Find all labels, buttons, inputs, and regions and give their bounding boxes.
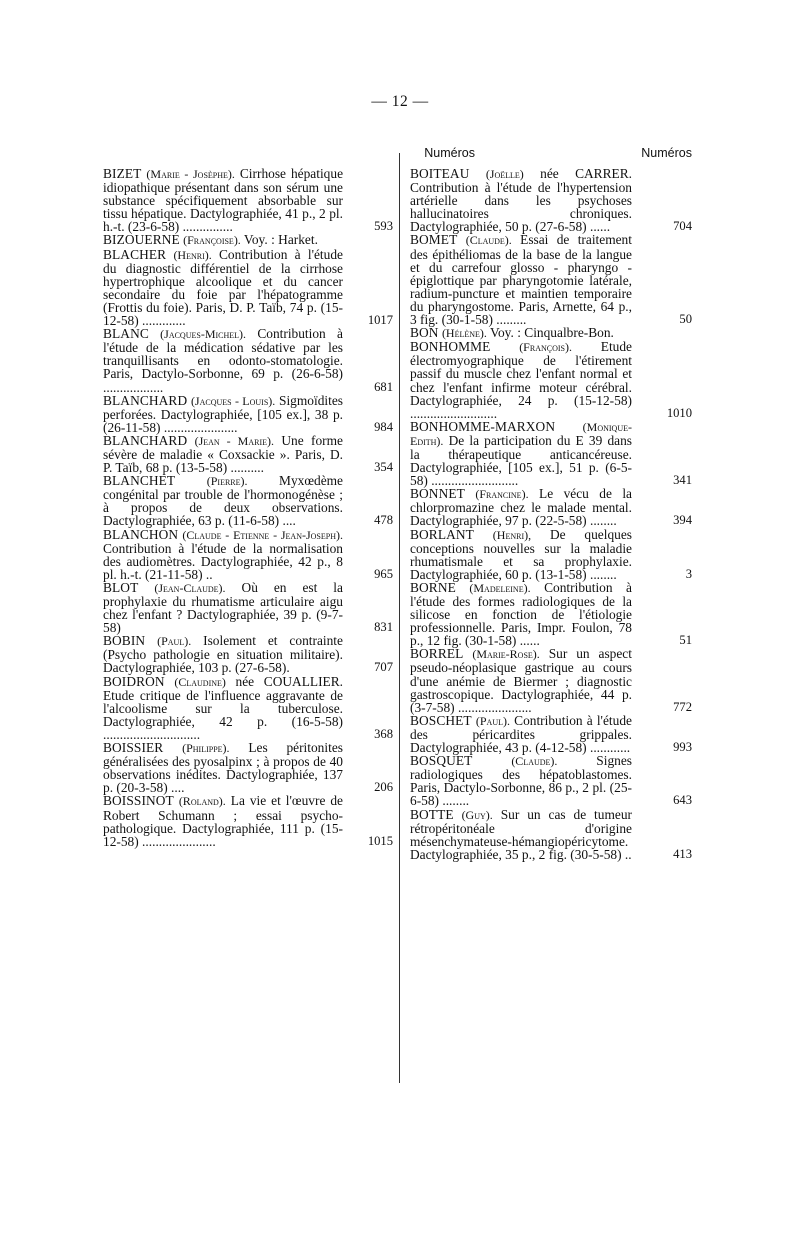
entry-given-name: (Hélène). <box>441 326 487 341</box>
entry-number: 1017 <box>367 313 393 328</box>
index-entry <box>103 740 393 796</box>
entry-surname: BOITEAU <box>410 166 470 181</box>
entry-description: Signes radiologiques des hépatoblastomes. Paris, Dactylo-Sorbonne, 86 p., 2 pl. (25-6-58) ........ <box>410 753 632 809</box>
entry-given-name: (Francine). <box>475 487 529 502</box>
entry-given-name: (Pierre). <box>206 474 248 489</box>
entry-number: 206 <box>374 780 393 795</box>
index-entry <box>103 579 393 636</box>
entry-description: Myxœdème congénital par trouble de l'hormonogénèse ; à propos de deux observations. Dactylographiée, 63 p. (11-6-58) .... <box>103 473 343 529</box>
index-entry <box>103 233 343 247</box>
entry-surname: BON <box>410 325 439 341</box>
entry-surname: BLANCHET <box>103 473 176 489</box>
entry-number: 965 <box>374 566 393 581</box>
entry-number: 1010 <box>666 405 692 420</box>
entry-description: Isolement et contrainte (Psycho pathologie en situation militaire). Dactylographiée, 103 p. (27-6-58). <box>103 633 343 676</box>
entry-given-name: (Jacques-Michel). <box>160 327 247 342</box>
entry-description: Etude électromyographique de l'étirement passif du muscle chez l'enfant normal et chez l'enfant infirme moteur cérébral. Dactylographiée, 24 p. (15-12-58) .......................... <box>410 339 632 421</box>
entry-number: 413 <box>673 846 692 861</box>
right-entries <box>410 167 692 861</box>
entry-number: 51 <box>679 633 692 648</box>
entry-number: 50 <box>679 312 692 327</box>
entry-description: De la participation du E 39 dans la thérapeutique anticancéreuse. Dactylographiée, [105 ex.], 51 p. (6-5-58) .......................... <box>410 432 632 489</box>
entry-surname: BLANCHARD <box>103 392 188 408</box>
entry-number: 831 <box>374 620 393 635</box>
entry-given-name: (François). <box>519 340 572 355</box>
index-entry <box>103 326 393 395</box>
entry-given-name: (Paul). <box>157 634 192 649</box>
index-entry <box>103 392 393 435</box>
entry-surname: BIZET <box>103 166 142 181</box>
entry-surname: BOTTE <box>410 806 454 822</box>
entry-given-name: (Claude). <box>465 233 512 248</box>
entry-description: Contribution à l'étude de la médication sédative par les tranquillisants en odonto-stomatologie. Paris, Dactylo-Sorbonne, 69 p. (26-6-58) .................. <box>103 326 343 395</box>
index-entry <box>410 166 692 235</box>
index-entry <box>103 473 393 529</box>
entry-number: 643 <box>673 793 692 808</box>
entry-given-name: (Marie - Josèphe). <box>146 167 235 181</box>
entry-number: 394 <box>673 513 692 528</box>
index-entry <box>410 486 692 529</box>
entry-number: 478 <box>374 513 393 528</box>
entry-given-name: (Joëlle) <box>485 167 524 181</box>
entry-description: Une forme sévère de maladie « Coxsackie ». Paris, D. P. Taïb, 68 p. (13-5-58) .......... <box>103 432 343 476</box>
entry-surname: BIZOUERNE <box>103 232 180 248</box>
entry-surname: BOISSIER <box>103 740 164 756</box>
entry-surname: BORLANT <box>410 526 474 542</box>
entry-number: 341 <box>673 473 692 488</box>
entry-surname: BLANC <box>103 326 149 342</box>
entry-given-name: (Roland). <box>178 794 226 809</box>
entry-description: Contribution à l'étude des péricardites grippales. Dactylographiée, 43 p. (4-12-58) ............ <box>410 712 632 756</box>
entry-given-name: (Jean-Claude). <box>154 580 226 595</box>
entry-given-name: (Philippe). <box>182 741 230 756</box>
entry-given-name: (Monique-Edith). <box>410 419 632 448</box>
entry-description: Sur un cas de tumeur rétropéritonéale d'origine mésenchymateuse-hémangiopéricytome. Dactylographiée, 35 p., 2 fig. (30-5-58) .. <box>410 806 632 862</box>
entry-given-name: (Guy). <box>461 807 493 822</box>
entry-number: 707 <box>374 660 393 675</box>
entry-surname: BLANCHON <box>103 526 179 542</box>
entry-given-name: (Henri). <box>173 247 212 262</box>
index-entry <box>103 432 393 476</box>
entry-description: Sur un aspect pseudo-néoplasique gastrique au cours d'une anémie de Biermer ; diagnostic gastroscopique. Dactylographiée, 44 p. (3-7-58) ...................... <box>410 646 632 715</box>
entry-description: Cirrhose hépatique idiopathique présentant dans son sérum une substance spécifiquement absorbable sur tissu hépatique. Dactylographiée, 41 p., 2 pl. h.-t. (23-6-58) ............... <box>103 166 344 235</box>
entry-description: née COUALLIER. Etude critique de l'influence aggravante de l'alcoolisme sur la tuberculose. Dactylographiée, 42 p. (16-5-58) ............................. <box>103 673 343 742</box>
index-entry <box>103 673 393 742</box>
entry-given-name: (Marie-Rose). <box>472 647 540 662</box>
entry-surname: BOISSINOT <box>103 793 174 809</box>
entry-number: 593 <box>374 219 393 234</box>
entry-surname: BONHOMME-MARXON <box>410 418 556 434</box>
entry-number: 993 <box>673 740 692 755</box>
entry-description: Voy. : Cinqualbre-Bon. <box>490 325 614 341</box>
entry-description: De quelques conceptions nouvelles sur la maladie rhumatismale et sa prophylaxie. Dactylographiée, 60 p. (13-1-58) ........ <box>410 526 632 582</box>
index-entry <box>410 712 692 756</box>
index-entry <box>103 793 393 849</box>
entry-description: La vie et l'œuvre de Robert Schumann ; essai psycho-pathologique. Dactylographiée, 111 p. (15-12-58) ...................... <box>103 793 343 849</box>
index-entry <box>103 166 393 235</box>
entry-surname: BLOT <box>103 579 139 595</box>
entry-surname: BLACHER <box>103 246 167 262</box>
entry-surname: BLANCHARD <box>103 432 188 448</box>
entry-given-name: (Jacques - Louis). <box>190 393 276 408</box>
left-column-header: Numéros <box>424 146 475 160</box>
entry-description: née CARRER. Contribution à l'étude de l'hypertension artérielle dans les psychoses hallucinatoires chroniques. Dactylographiée, 50 p. (27-6-58) ...... <box>410 166 632 235</box>
index-entry <box>410 326 632 340</box>
index-entry <box>410 526 692 582</box>
entry-number: 354 <box>374 460 393 475</box>
entry-description: Sigmoïdites perforées. Dactylographiée, [105 ex.], 38 p. (26-11-58) ...................... <box>103 392 343 435</box>
entry-surname: BONHOMME <box>410 339 491 355</box>
index-entry <box>103 246 393 329</box>
entry-given-name: (Claude - Etienne - Jean-Joseph). <box>182 527 343 542</box>
entry-surname: BONNET <box>410 486 465 502</box>
entry-number: 681 <box>374 379 393 394</box>
page-number: — 12 — <box>371 93 429 110</box>
entry-surname: BORNE <box>410 579 456 595</box>
entry-given-name: (Jean - Marie). <box>194 433 274 448</box>
entry-surname: BOBIN <box>103 633 146 649</box>
right-column-header: Numéros <box>641 146 692 160</box>
entry-number: 984 <box>374 419 393 434</box>
entry-given-name: (Claudine) <box>174 674 226 689</box>
entry-surname: BORREL <box>410 646 464 662</box>
entry-surname: BOSQUET <box>410 753 473 769</box>
entry-given-name: (Paul). <box>475 713 510 728</box>
index-entry <box>410 232 692 328</box>
index-entry <box>410 646 692 715</box>
index-entry <box>410 579 692 649</box>
entry-description: Où en est la prophylaxie du rhumatisme articulaire aigu chez l'enfant ? Dactylographiée, 39 p. (9-7-58) <box>103 579 343 636</box>
entry-number: 1015 <box>367 833 393 848</box>
entry-description: Les péritonites généralisées des pyosalpinx ; à propos de 40 observations inédites. Dactylographiée, 137 p. (20-3-58) .... <box>103 740 343 796</box>
entry-number: 368 <box>374 726 393 741</box>
entry-given-name: (Henri), <box>492 527 532 542</box>
entry-surname: BOSCHET <box>410 712 472 728</box>
index-entry <box>410 339 692 421</box>
entry-surname: BOIDRON <box>103 673 165 689</box>
entry-description: Voy. : Harket. <box>243 232 318 248</box>
index-entry <box>410 418 692 489</box>
entry-description: Contribution à l'étude des formes radiologiques de la silicose en fonction de l'étiologie professionnelle. Paris, Impr. Foulon, 78 p., 12 fig. (30-1-58) ...... <box>410 579 632 649</box>
entry-given-name: (Claude). <box>511 754 558 769</box>
index-entry <box>410 753 692 809</box>
entry-description: Le vécu de la chlorpromazine chez le malade mental. Dactylographiée, 97 p. (22-5-58) ........ <box>410 486 632 529</box>
entry-description: Contribution à l'étude de la normalisation des audiomètres. Dactylographiée, 42 p., 8 pl. h.-t. (21-11-58) .. <box>103 540 343 582</box>
entry-description: Essai de traitement des épithéliomas de la base de la langue et du carrefour glosso - pharyngo - épiglottique par pharyngotomie latérale, radium-puncture et maintien temporaire du pharyngostome. Paris, Arnette, 64 p., 3 fig. (30-1-58) ......... <box>410 232 632 328</box>
entry-surname: BOMET <box>410 232 458 248</box>
index-entry <box>103 633 393 676</box>
entry-given-name: (Madeleine). <box>469 580 531 595</box>
entry-given-name: (Françoise). <box>183 233 241 248</box>
index-entry <box>410 806 692 862</box>
entry-number: 772 <box>673 699 692 714</box>
entry-number: 704 <box>673 219 692 234</box>
entry-description: Contribution à l'étude du diagnostic différentiel de la cirrhose hypertrophique alcoolique et du cancer secondaire du foie par l'hépatogramme (Frottis du foie). Paris, D. P. Taïb, 74 p. (15-12-58) ............. <box>103 246 343 329</box>
entry-number: 3 <box>685 566 692 581</box>
index-entry <box>103 526 393 582</box>
